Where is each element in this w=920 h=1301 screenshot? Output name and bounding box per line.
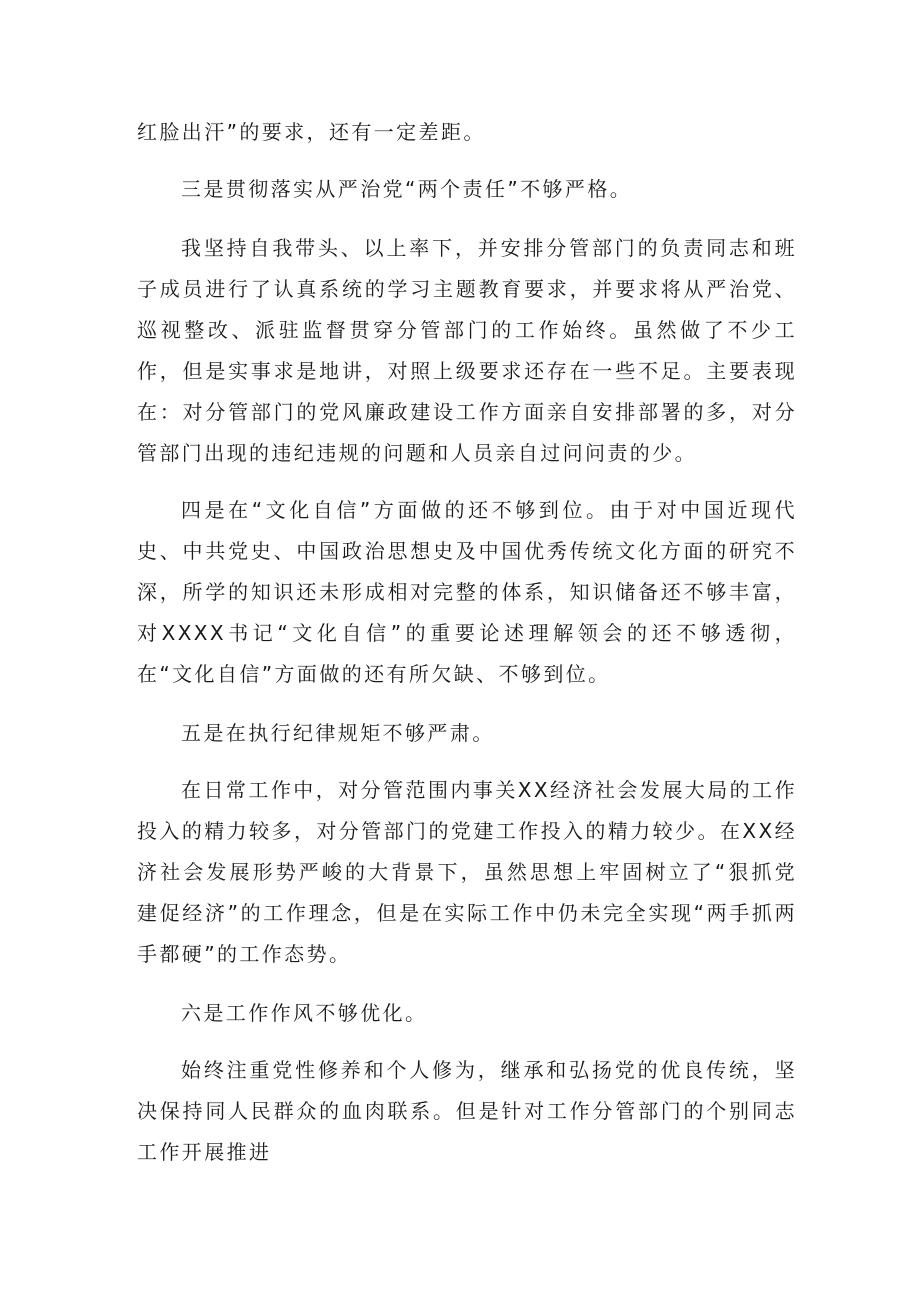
heading-point-three: 三是贯彻落实从严治党“两个责任”不够严格。 <box>181 177 633 201</box>
heading-point-five: 五是在执行纪律规矩不够严肃。 <box>181 721 495 745</box>
heading-point-four: 四是在“文化自信”方面做的还不够到位。由于对中国近现代史、中共党史、中国政治思想史及中国优秀传统文化方面的研究不深，所学的知识还未形成相对完整的体系，知识储备还不够丰富，对XXXX书记“文化自信”的重要论述理解领会的还不够透彻，在“文化自信”方面做的还有所欠缺、不够到位。 <box>137 498 797 686</box>
paragraph-point-six-body: 始终注重党性修养和个人修为，继承和弘扬党的优良传统，坚决保持同人民群众的血肉联系。但是针对工作分管部门的个别同志工作开展推进 <box>137 1058 797 1164</box>
document-body <box>137 112 797 1173</box>
paragraph-continuation: 红脸出汗”的要求，还有一定差距。 <box>137 120 486 144</box>
heading-point-six: 六是工作作风不够优化。 <box>181 1001 428 1025</box>
paragraph-point-three-body: 我坚持自我带头、以上率下，并安排分管部门的负责同志和班子成员进行了认真系统的学习主题教育要求，并要求将从严治党、巡视整改、派驻监督贯穿分管部门的工作始终。虽然做了不少工作，但是实事求是地讲，对照上级要求还存在一些不足。主要表现在：对分管部门的党风廉政建设工作方面亲自安排部署的多，对分管部门出现的违纪违规的问题和人员亲自过问问责的少。 <box>137 236 797 465</box>
paragraph-point-five-body: 在日常工作中，对分管范围内事关XX经济社会发展大局的工作投入的精力较多，对分管部门的党建工作投入的精力较少。在XX经济社会发展形势严峻的大背景下，虽然思想上牢固树立了“狠抓党建促经济”的工作理念，但是在实际工作中仍未完全实现“两手抓两手都硬”的工作态势。 <box>137 778 797 966</box>
